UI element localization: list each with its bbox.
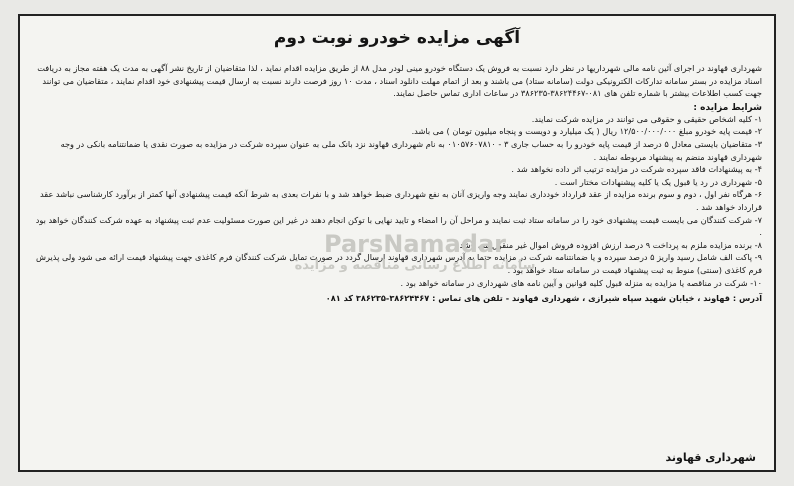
watermark-tagline: سامانه اطلاع رسانی مناقصه و مزایده (294, 258, 536, 273)
condition-item: ۵- شهرداری در رد یا قبول یک یا کلیه پیشنهادات مختار است . (554, 176, 762, 187)
notice-title: آگهی مزایده خودرو نوبت دوم (273, 28, 521, 48)
condition-item: ۹- پاکت الف شامل رسید واریز ۵ درصد سپرده و یا ضمانتنامه شرکت در مزایده حتما به آدرس شهرداری قهاوند ارسال گردد در صورت تمایل شرکت کنندگان فرم کاغذی جهت پیشنهاد قیمت ارائه می شود ولی پذیرش فرم کاغذی (سنتی) منوط به ثبت پیشنهاد قیمت در سامانه ستاد خواهد بود . (36, 252, 762, 275)
notice-intro: شهرداری قهاوند در اجرای آئین نامه مالی شهرداریها در نظر دارد نسبت به فروش یک دستگاه خودرو مینی لودر مدل ۸۸ از طریق مزایده اقدام نماید ، لذا متقاضیان از تاریخ نشر آگهی به مدت یک هفته مجاز به دریافت اسناد مزایده در بستر سامانه تدارکات الکترونیکی دولت (سامانه ستاد) می باشند و بعد از اتمام مهلت دانلود اسناد ، مدت ۱۰ روز فرصت دارند نسبت به ارسال قیمت پیشنهادی خود اقدام نمایند ، متقاضیان می توانند جهت کسب اطلاعات بیشتر با شماره تلفن های ۰۸۱-۳۸۶۲۴۴۶۷-۳۸۶۲۳۵ در ساعات اداری تماس حاصل نمایند. (37, 63, 762, 99)
address-line: آدرس : قهاوند ، خیابان شهید سپاه شیرازی ، شهرداری قهاوند - تلفن های تماس : ۳۸۶۲۴۴۶۷-۳۸۶۲۳۵ کد ۰۸۱ (325, 293, 762, 304)
condition-item: ۶- هرگاه نفر اول ، دوم و سوم برنده مزایده از عقد قرارداد خودداری نمایند وجه واریزی آنان به نفع شهرداری ضبط خواهد شد و با نفرات بعدی به شرط آنکه قیمت پیشنهادی آنها کمتر از برآورد کارشناسی نباشد عقد قرارداد خواهد شد . (40, 189, 762, 212)
watermark-brand: ParsNamadar (324, 230, 506, 258)
condition-item: ۸- برنده مزایده ملزم به پرداخت ۹ درصد ارزش افزوده فروش اموال غیر منقول می باشد . (454, 239, 762, 250)
notice-frame (18, 14, 776, 472)
condition-item: ۱- کلیه اشخاص حقیقی و حقوقی می توانند در مزایده شرکت نمایند. (531, 113, 762, 124)
condition-item: ۷- شرکت کنندگان می بایست قیمت پیشنهادی خود را در سامانه ستاد ثبت نمایند و مراحل آن را امضاء و تایید نهایی با توکن انجام دهند در غیر این صورت مسئولیت عدم ثبت پیشنهاد به عهده شرکت کنندگان خواهد بود . (35, 214, 762, 238)
signature: شهرداری قهاوند (665, 451, 756, 464)
condition-item: ۲- قیمت پایه خودرو مبلغ ۱۲/۵۰۰/۰۰۰/۰۰۰ ریال ( یک میلیارد و دویست و پنجاه میلیون تومان ) می باشد. (411, 126, 762, 137)
condition-item: ۳- متقاضیان بایستی معادل ۵ درصد از قیمت پایه خودرو را به حساب جاری ۳ - ۰۱۰۵۷۶۰۷۸۱۰ به نام شهرداری قهاوند نزد بانک ملی به عنوان سپرده شرکت در مزایده به صورت نقدی یا ضمانتنامه بانکی در وجه شهرداری قهاوند منضم به پیشنهاد مربوطه نمایند . (60, 138, 762, 162)
conditions-list (32, 113, 762, 289)
conditions-heading: شرایط مزایده : (693, 102, 762, 113)
condition-item: ۱۰- شرکت در مناقصه یا مزایده به منزله قبول کلیه قوانین و آیین نامه های شهرداری در سامانه خواهد بود . (400, 277, 762, 288)
condition-item: ۴- به پیشنهادات فاقد سپرده شرکت در مزایده ترتیب اثر داده نخواهد شد . (511, 164, 762, 175)
